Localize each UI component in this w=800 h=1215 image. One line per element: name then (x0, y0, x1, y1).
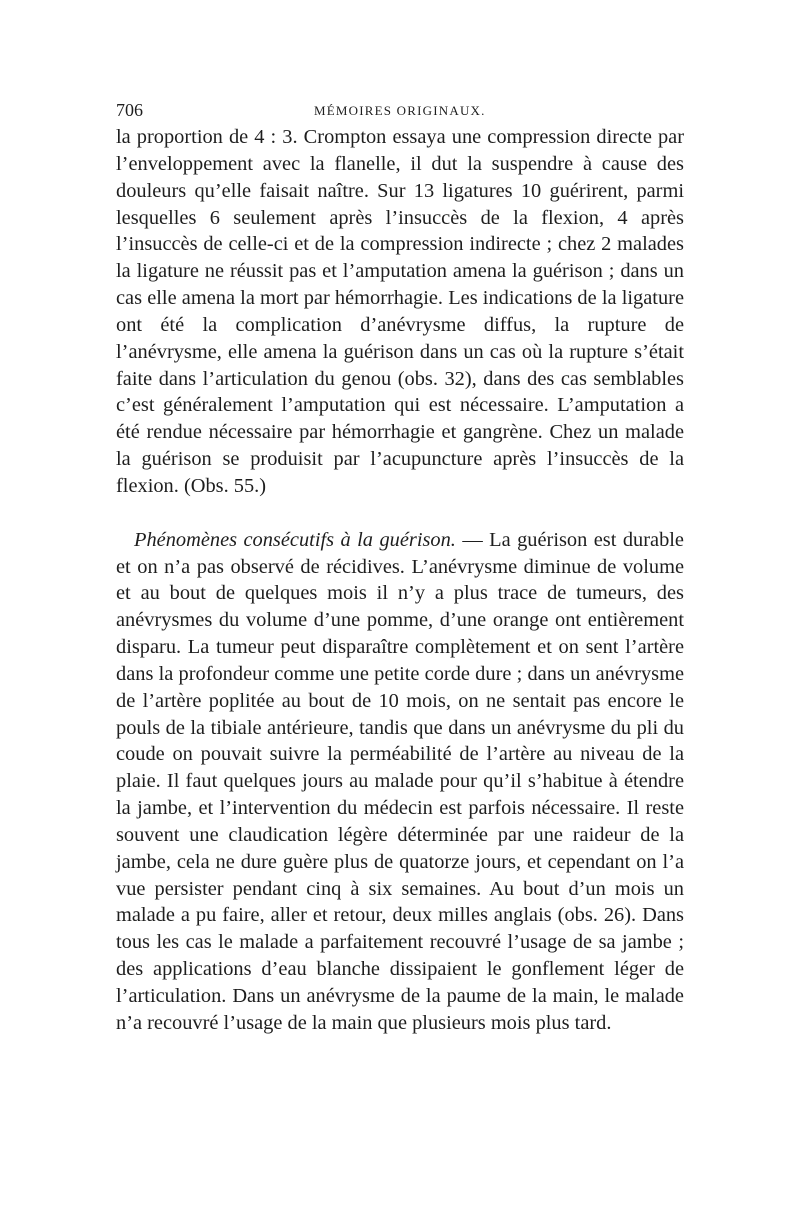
paragraph-consequences (116, 527, 684, 1037)
body-text (116, 124, 684, 1037)
section-title: Phénomènes consécutifs à la guérison. (134, 528, 456, 551)
book-page (116, 96, 684, 1037)
running-head (116, 96, 684, 124)
paragraph-ligature-results (116, 124, 684, 500)
paragraph-text: la proportion de 4 : 3. Crompton essaya une compression directe par l’enveloppement avec la flanelle, il dut la suspendre à cause des douleurs qu’elle faisait naître. Sur 13 ligatures 10 guérirent, parmi lesquelles 6 seulement après l’insuccès de la flexion, 4 après l’insuccès de celle-ci et de la compression indirecte ; chez 2 malades la ligature ne réussit pas et l’amputation amena la guérison ; dans un cas elle amena la mort par hémorrhagie. Les indications de la ligature ont été la complication d’anévrysme diffus, la rupture de l’anévrysme, elle amena la guérison dans un cas où la rupture s’était faite dans l’articulation du genou (obs. 32), dans des cas semblables c’est généralement l’amputation qui est nécessaire. L’amputation a été rendue nécessaire par hémorrhagie et gangrène. Chez un malade la guérison se produisit par l’acupuncture après l’insuccès de la flexion. (Obs. 55.) (116, 126, 684, 497)
running-title: MÉMOIRES ORIGINAUX. (314, 103, 486, 118)
paragraph-text: — La guérison est durable et on n’a pas observé de récidives. L’anévrysme diminue de volume et au bout de quelques mois il n’y a plus trace de tumeurs, des anévrysmes du volume d’une pomme, d’une orange ont entièrement disparu. La tumeur peut disparaître complètement et on sent l’artère dans la profondeur comme une petite corde dure ; dans un anévrysme de l’artère poplitée au bout de 10 mois, on ne sentait pas encore le pouls de la tibiale antérieure, tandis que dans un anévrysme du pli du coude on pouvait suivre la perméabilité de l’artère au niveau de la plaie. Il faut quelques jours au malade pour qu’il s’habitue à étendre la jambe, et l’intervention du médecin est parfois nécessaire. Il reste souvent une claudication légère déterminée par une raideur de la jambe, cela ne dure guère plus de quatorze jours, et cependant on l’a vue persister pendant cinq à six semaines. Au bout d’un mois un malade a pu faire, aller et retour, deux milles anglais (obs. 26). Dans tous les cas le malade a parfaitement recouvré l’usage de sa jambe ; des applications d’eau blanche dissipaient le gonflement léger de l’articulation. Dans un anévrysme de la paume de la main, le malade n’a recouvré l’usage de la main que plusieurs mois plus tard. (116, 528, 684, 1034)
page-number: 706 (116, 100, 143, 120)
